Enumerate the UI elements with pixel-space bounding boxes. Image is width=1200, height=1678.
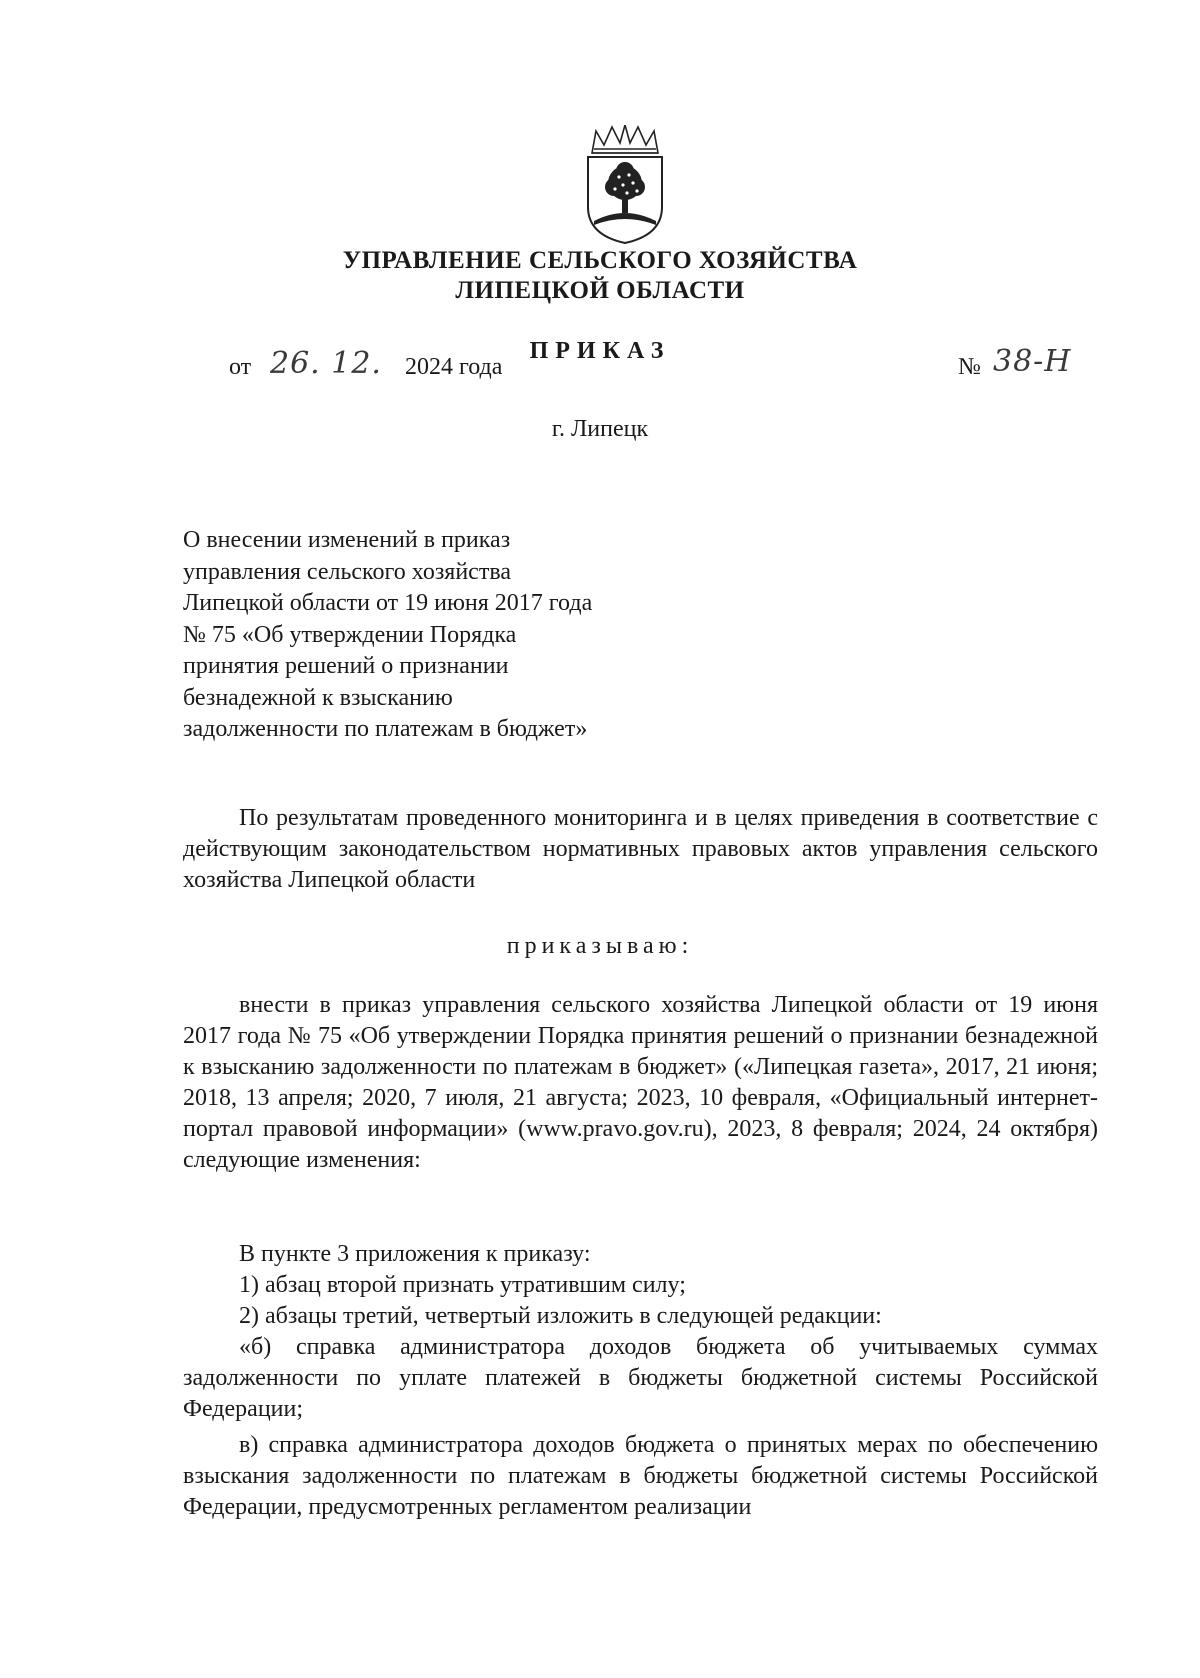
amendment-subitem-b: «б) справка администратора доходов бюджета об учитываемых суммах задолженности по уплате платежей в бюджеты бюджетной системы Российской Федерации;	[183, 1334, 1098, 1422]
subject-line: Липецкой области от 19 июня 2017 года	[183, 590, 593, 616]
amendment-item-1: 1) абзац второй признать утратившим силу;	[239, 1272, 686, 1298]
subject-line: принятия решений о признании	[183, 653, 509, 679]
amendment-item-2: 2) абзацы третий, четвертый изложить в следующей редакции:	[239, 1303, 882, 1329]
subject-block	[183, 525, 663, 746]
handwritten-date: 26. 12.	[270, 346, 382, 381]
date-year: 2024 года	[405, 354, 503, 380]
subject-line: задолженности по платежам в бюджет»	[183, 716, 588, 742]
organization-name-line2: ЛИПЕЦКОЙ ОБЛАСТИ	[455, 277, 745, 304]
number-prefix: №	[958, 354, 981, 380]
city-name: г. Липецк	[551, 416, 649, 442]
amendment-subitem-v: в) справка администратора доходов бюджета о принятых мерах по обеспечению взыскания задолженности по платежам в бюджеты бюджетной системы Российской Федерации, предусмотренных регламентом реализации	[183, 1432, 1098, 1520]
handwritten-number: 38-Н	[993, 344, 1072, 379]
organization-name-line1: УПРАВЛЕНИЕ СЕЛЬСКОГО ХОЗЯЙСТВА	[342, 247, 858, 274]
coat-of-arms-emblem	[582, 125, 668, 245]
document-type-title: ПРИКАЗ	[529, 338, 671, 364]
subject-line: управления сельского хозяйства	[183, 558, 511, 585]
subject-line: безнадежной к взысканию	[183, 684, 453, 711]
preamble-paragraph: По результатам проведенного мониторинга и в целях приведения в соответствие с действующим законодательством нормативных правовых актов управления сельского хозяйства Липецкой области	[183, 805, 1098, 893]
date-prefix: от	[229, 354, 252, 380]
main-order-paragraph: внести в приказ управления сельского хозяйства Липецкой области от 19 июня 2017 года № 75 «Об утверждении Порядка принятия решений о признании безнадежной к взысканию задолженности по платежам в бюджет» («Липецкая газета», 2017, 21 июня; 2018, 13 апреля; 2020, 7 июля, 21 августа; 2023, 10 февраля, «Официальный интернет-портал правовой информации» (www.pravo.gov.ru), 2023, 8 февраля; 2024, 24 октября) следующие изменения:	[183, 992, 1098, 1173]
subject-line: № 75 «Об утверждении Порядка	[183, 621, 517, 648]
order-word: приказываю:	[506, 933, 694, 959]
point-intro: В пункте 3 приложения к приказу:	[239, 1241, 591, 1267]
subject-line: О внесении изменений в приказ	[183, 527, 511, 553]
